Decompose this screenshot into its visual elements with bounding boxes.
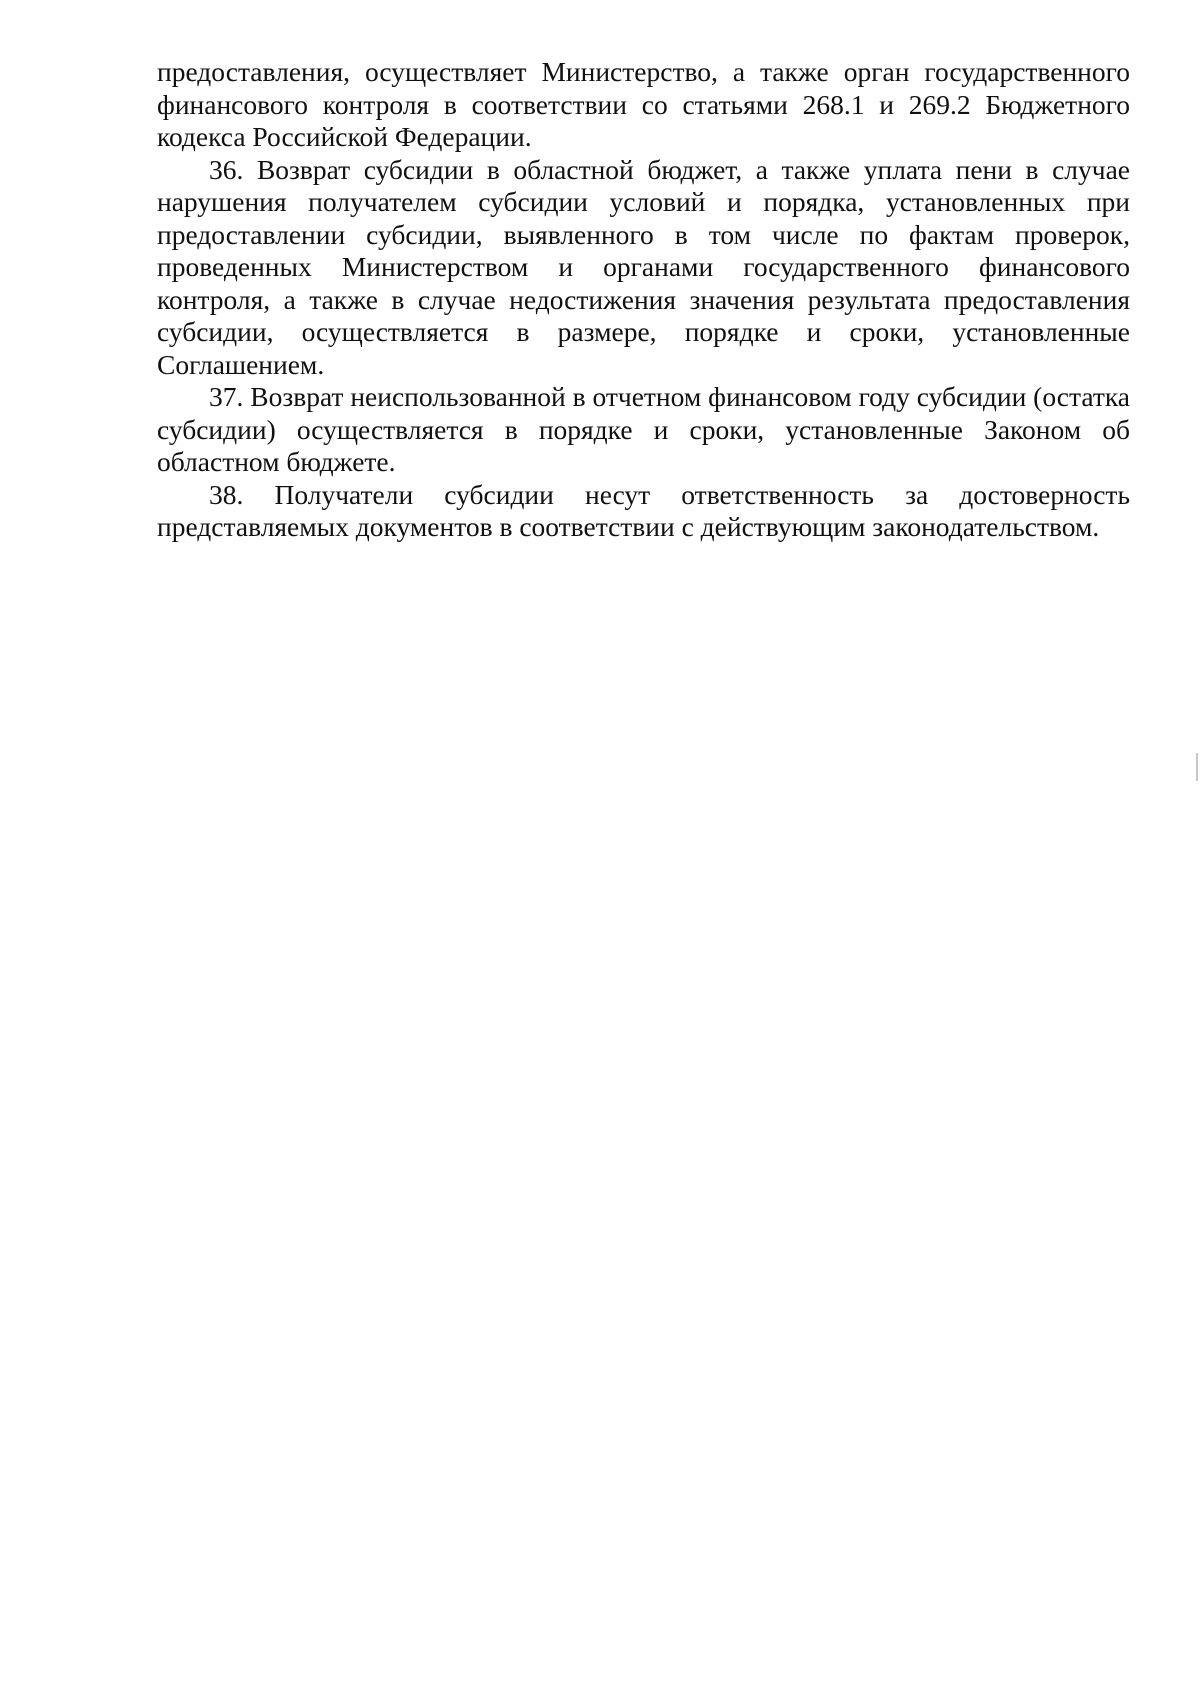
paragraph-continuation: предоставления, осуществляет Министерство, а также орган государственного финансового контроля в соответствии со статьями 268.1 и 269.2 Бюджетного кодекса Российской Федерации.	[157, 56, 1130, 152]
paragraph-item-37: 37. Возврат неиспользованной в отчетном финансовом году субсидии (остатка субсидии) осуществляется в порядке и сроки, установленные Законом об областном бюджете.	[157, 381, 1130, 477]
paragraph-item-38: 38. Получатели субсидии несут ответственность за достоверность представляемых документов в соответствии с действующим законодательством.	[157, 478, 1130, 542]
document-body	[157, 56, 1130, 544]
scan-edge-mark	[1196, 753, 1198, 781]
paragraph-item-36: 36. Возврат субсидии в областной бюджет, а также уплата пени в случае нарушения получателем субсидии условий и порядка, установленных при предоставлении субсидии, выявленного в том числе по фактам проверок, проведенных Министерством и органами государственного финансового контроля, а также в случае недостижения значения результата предоставления субсидии, осуществляется в размере, порядке и сроки, установленные Соглашением.	[157, 153, 1130, 380]
